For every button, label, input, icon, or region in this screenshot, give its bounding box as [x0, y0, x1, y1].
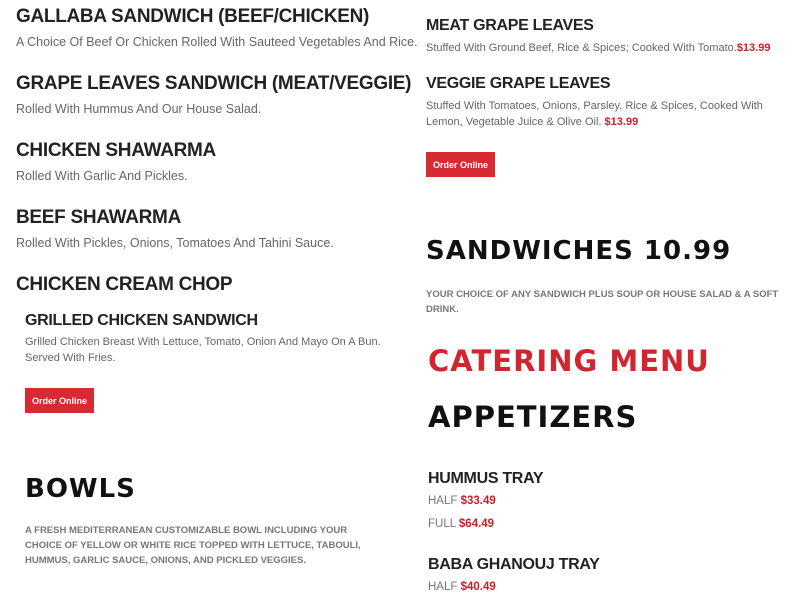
item-title-chicken-shawarma: CHICKEN SHAWARMA: [16, 140, 216, 161]
baba-half-line: [428, 581, 496, 593]
item-title-grilled-chicken: GRILLED CHICKEN SANDWICH: [25, 312, 258, 329]
baba-half-label: HALF: [428, 581, 458, 593]
hummus-full-line: [428, 518, 494, 530]
veggie-grape-desc-text: Stuffed With Tomatoes, Onions, Parsley, Rice & Spices, Cooked With Lemon, Vegetable Juice & Olive Oil.: [426, 100, 763, 128]
hummus-half-price: $33.49: [460, 495, 496, 507]
baba-half-price: $40.49: [460, 581, 496, 593]
hummus-full-label: FULL: [428, 518, 456, 530]
item-title-meat-grape-leaves: MEAT GRAPE LEAVES: [426, 17, 594, 34]
hummus-half-line: [428, 495, 496, 507]
hummus-full-price: $64.49: [458, 518, 495, 530]
order-online-button-left[interactable]: Order Online: [25, 388, 94, 413]
item-title-veggie-grape-leaves: VEGGIE GRAPE LEAVES: [426, 75, 611, 92]
item-desc-meat-grape-leaves: [426, 40, 796, 56]
item-title-baba-ghanouj-tray: BABA GHANOUJ TRAY: [428, 556, 600, 573]
catering-menu-heading: CATERING MENU: [428, 344, 710, 378]
item-desc-gallaba: A Choice Of Beef Or Chicken Rolled With Sauteed Vegetables And Rice.: [16, 35, 418, 49]
bowls-description: A FRESH MEDITERRANEAN CUSTOMIZABLE BOWL INCLUDING YOUR CHOICE OF YELLOW OR WHITE RICE TOPPED WITH LETTUCE, TABOULI, HUMMUS, GARLIC SAUCE, ONIONS, AND PICKLED VEGGIES.: [25, 525, 361, 566]
sandwiches-heading: SANDWICHES 10.99: [426, 236, 732, 266]
bowls-heading: BOWLS: [25, 474, 136, 504]
appetizers-heading: APPETIZERS: [428, 400, 638, 434]
meat-grape-desc-text: Stuffed With Ground Beef, Rice & Spices; Cooked With Tomato.: [426, 42, 737, 54]
item-desc-veggie-grape-leaves: [426, 98, 786, 130]
item-title-beef-shawarma: BEEF SHAWARMA: [16, 207, 181, 228]
meat-grape-price: $13.99: [736, 42, 771, 54]
item-title-gallaba: GALLABA SANDWICH (BEEF/CHICKEN): [16, 6, 370, 27]
hummus-half-label: HALF: [428, 495, 458, 507]
sandwiches-note: YOUR CHOICE OF ANY SANDWICH PLUS SOUP OR HOUSE SALAD & A SOFT DRINK.: [426, 289, 779, 315]
item-title-chicken-cream-chop: CHICKEN CREAM CHOP: [16, 274, 233, 295]
veggie-grape-price: $13.99: [604, 116, 639, 128]
order-online-button-right[interactable]: Order Online: [426, 152, 495, 177]
item-title-grape-leaves-sandwich: GRAPE LEAVES SANDWICH (MEAT/VEGGIE): [16, 73, 412, 94]
item-desc-grilled-chicken: Grilled Chicken Breast With Lettuce, Tomato, Onion And Mayo On A Bun. Served With Fries.: [25, 336, 381, 364]
item-desc-beef-shawarma: Rolled With Pickles, Onions, Tomatoes And Tahini Sauce.: [16, 236, 334, 250]
item-desc-grape-leaves-sandwich: Rolled With Hummus And Our House Salad.: [16, 102, 262, 116]
item-desc-chicken-shawarma: Rolled With Garlic And Pickles.: [16, 169, 188, 183]
item-title-hummus-tray: HUMMUS TRAY: [428, 470, 544, 487]
